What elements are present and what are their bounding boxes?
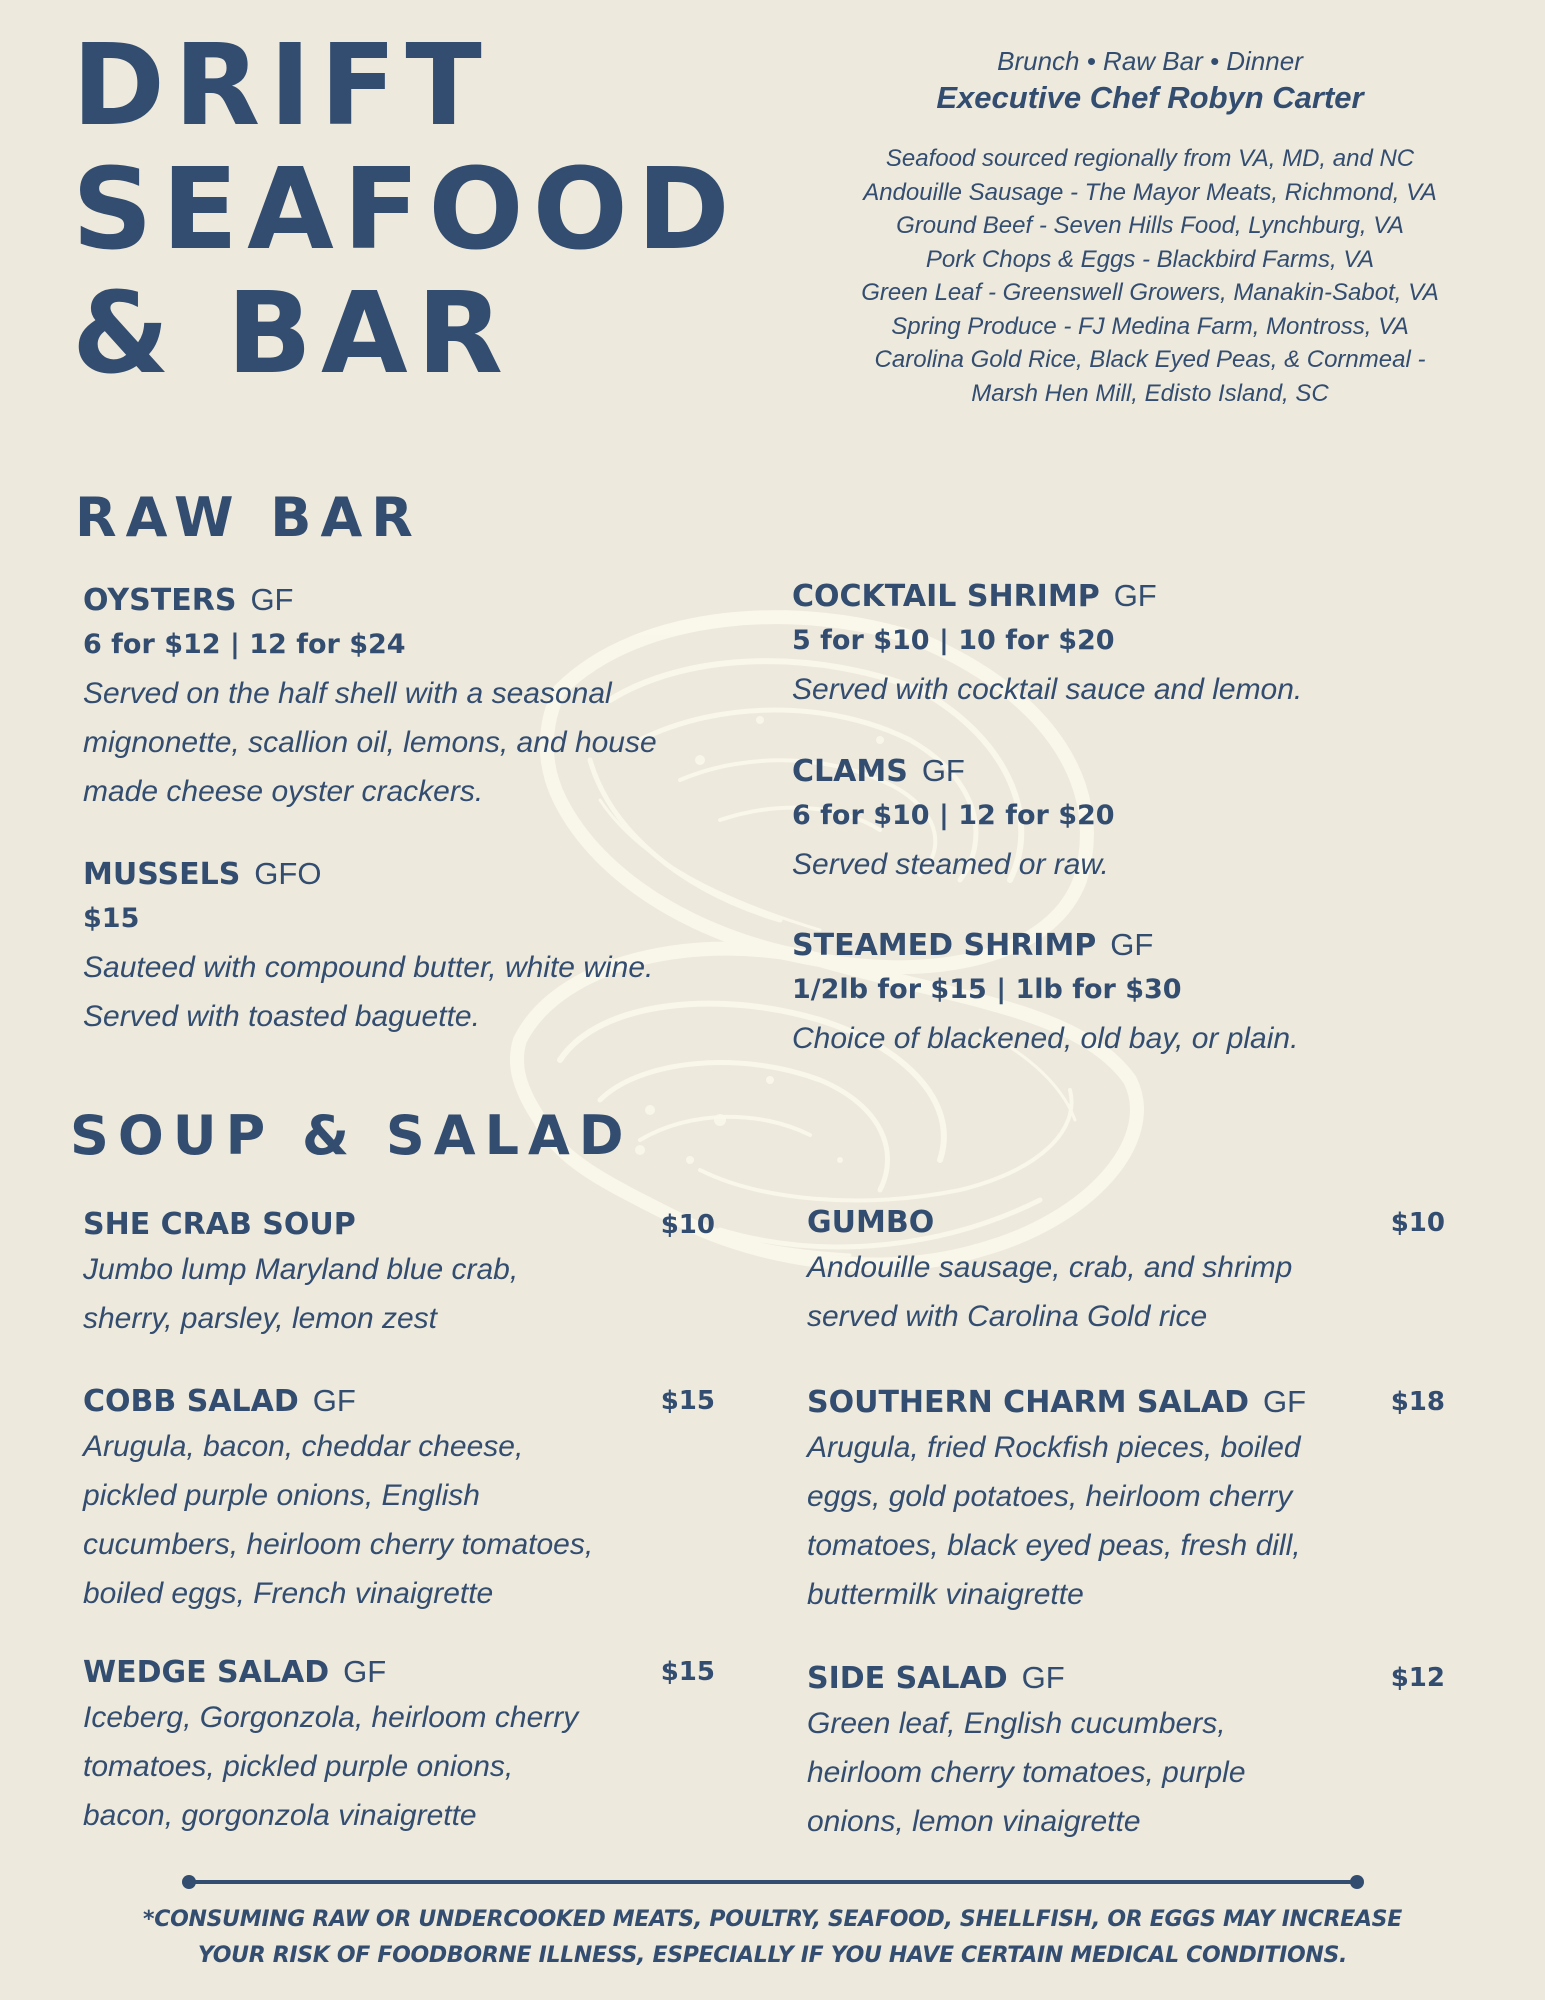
desc-line: tomatoes, pickled purple onions, (83, 1750, 514, 1783)
item-price: 6 for $10 | 12 for $20 (792, 800, 1115, 831)
item-description (807, 1699, 1445, 1846)
source-line: Seafood sourced regionally from VA, MD, and NC (885, 145, 1415, 172)
item-name: OYSTERS (83, 583, 237, 618)
item-price: $10 (1390, 1208, 1445, 1238)
item-name: SIDE SALAD (807, 1661, 1008, 1696)
desc-line: bacon, gorgonzola vinaigrette (83, 1799, 477, 1832)
menu-item-she-crab-soup (83, 1205, 715, 1343)
desc-line: pickled purple onions, English (83, 1479, 480, 1512)
source-line: Marsh Hen Mill, Edisto Island, SC (971, 379, 1329, 407)
item-name: STEAMED SHRIMP (792, 928, 1097, 963)
food-safety-disclaimer (100, 1902, 1445, 1974)
source-line: Carolina Gold Rice, Black Eyed Peas, & Cornmeal - (874, 346, 1426, 373)
item-price: $15 (83, 903, 140, 934)
dietary-tag: GF (1263, 1384, 1307, 1419)
divider-endpoint (1350, 1875, 1364, 1889)
source-line: Spring Produce - FJ Medina Farm, Montross, VA (891, 312, 1409, 340)
desc-line: cucumbers, heirloom cherry tomatoes, (83, 1528, 594, 1561)
menu-item-cocktail-shrimp (792, 576, 1492, 714)
desc-line: Served with cocktail sauce and lemon. (792, 673, 1303, 706)
sourcing-list (770, 142, 1530, 410)
dietary-tag: GFO (254, 856, 322, 891)
dietary-tag: GF (250, 582, 294, 617)
desc-line: Served with toasted baguette. (83, 1000, 480, 1033)
divider-line (190, 1880, 1356, 1884)
section-title-soup-salad: SOUP & SALAD (70, 1104, 633, 1167)
desc-line: made cheese oyster crackers. (83, 775, 484, 808)
item-name: GUMBO (807, 1205, 935, 1240)
item-description (83, 1693, 715, 1840)
source-line: Ground Beef - Seven Hills Food, Lynchburg, VA (896, 212, 1404, 239)
dietary-tag: GF (1021, 1660, 1065, 1695)
dietary-tag: GF (312, 1383, 356, 1418)
item-name: CLAMS (792, 754, 908, 789)
item-description (792, 1014, 1492, 1063)
menu-item-mussels (83, 854, 723, 1041)
source-line: Green Leaf - Greenswell Growers, Manakin-Sabot, VA (861, 279, 1439, 306)
item-description (83, 1245, 715, 1343)
brand-line-2: SEAFOOD (72, 145, 739, 275)
item-description (83, 669, 723, 816)
service-tagline: Brunch • Raw Bar • Dinner (997, 46, 1303, 76)
menu-item-southern-charm-salad (807, 1382, 1445, 1619)
section-title-raw-bar: RAW BAR (75, 486, 422, 549)
menu-item-oysters (83, 580, 723, 816)
source-line: Pork Chops & Eggs - Blackbird Farms, VA (925, 245, 1375, 273)
menu-item-wedge-salad (83, 1652, 715, 1840)
item-description (83, 943, 723, 1041)
desc-line: served with Carolina Gold rice (807, 1300, 1208, 1333)
item-description (807, 1243, 1445, 1341)
footer-divider (182, 1879, 1364, 1885)
desc-line: Served on the half shell with a seasonal (83, 677, 612, 710)
desc-line: tomatoes, black eyed peas, fresh dill, (807, 1529, 1301, 1562)
item-name: SOUTHERN CHARM SALAD (807, 1385, 1249, 1420)
dietary-tag: GF (343, 1654, 387, 1689)
item-price: 1/2lb for $15 | 1lb for $30 (792, 974, 1182, 1005)
disclaimer-line: *CONSUMING RAW OR UNDERCOOKED MEATS, POULTRY, SEAFOOD, SHELLFISH, OR EGGS MAY INCREASE (143, 1907, 1402, 1932)
restaurant-name (72, 21, 792, 399)
desc-line: mignonette, scallion oil, lemons, and house (83, 726, 657, 759)
desc-line: Jumbo lump Maryland blue crab, (83, 1253, 519, 1286)
dietary-tag: GF (1110, 927, 1154, 962)
item-name: WEDGE SALAD (83, 1655, 330, 1690)
desc-line: Arugula, fried Rockfish pieces, boiled (807, 1431, 1301, 1464)
item-price: $12 (1390, 1663, 1445, 1693)
desc-line: sherry, parsley, lemon zest (83, 1302, 438, 1335)
menu-item-gumbo (807, 1203, 1445, 1341)
menu-item-side-salad (807, 1658, 1445, 1846)
item-price: $15 (660, 1386, 715, 1416)
item-name: COCKTAIL SHRIMP (792, 579, 1100, 614)
desc-line: Served steamed or raw. (792, 848, 1109, 881)
desc-line: onions, lemon vinaigrette (807, 1805, 1141, 1838)
item-price: 6 for $12 | 12 for $24 (83, 629, 406, 660)
desc-line: boiled eggs, French vinaigrette (83, 1577, 494, 1610)
menu-item-clams (792, 751, 1492, 889)
item-price: $15 (660, 1657, 715, 1687)
header-info (770, 44, 1530, 410)
desc-line: Andouille sausage, crab, and shrimp (807, 1251, 1293, 1284)
item-description (792, 665, 1492, 714)
menu-item-steamed-shrimp (792, 925, 1492, 1063)
desc-line: buttermilk vinaigrette (807, 1578, 1084, 1611)
dietary-tag: GF (921, 753, 965, 788)
disclaimer-line: YOUR RISK OF FOODBORNE ILLNESS, ESPECIALLY IF YOU HAVE CERTAIN MEDICAL CONDITIONS. (197, 1943, 1348, 1968)
menu-item-cobb-salad (83, 1381, 715, 1618)
desc-line: Iceberg, Gorgonzola, heirloom cherry (83, 1701, 579, 1734)
item-price: $10 (660, 1210, 715, 1240)
source-line: Andouille Sausage - The Mayor Meats, Richmond, VA (863, 178, 1437, 206)
brand-line-1: DRIFT (72, 21, 491, 151)
item-description (83, 1422, 715, 1618)
desc-line: Arugula, bacon, cheddar cheese, (83, 1430, 524, 1463)
executive-chef: Executive Chef Robyn Carter (936, 80, 1364, 115)
desc-line: Sauteed with compound butter, white wine. (83, 951, 654, 984)
item-description (807, 1423, 1445, 1619)
item-name: COBB SALAD (83, 1384, 299, 1419)
desc-line: Choice of blackened, old bay, or plain. (792, 1022, 1299, 1055)
item-price: $18 (1390, 1387, 1445, 1417)
dietary-tag: GF (1113, 578, 1157, 613)
item-description (792, 840, 1492, 889)
item-name: SHE CRAB SOUP (83, 1207, 356, 1242)
desc-line: Green leaf, English cucumbers, (807, 1707, 1226, 1740)
item-price: 5 for $10 | 10 for $20 (792, 625, 1115, 656)
brand-line-3: & BAR (72, 269, 512, 399)
desc-line: eggs, gold potatoes, heirloom cherry (807, 1480, 1293, 1513)
item-name: MUSSELS (83, 857, 241, 892)
desc-line: heirloom cherry tomatoes, purple (807, 1756, 1246, 1789)
